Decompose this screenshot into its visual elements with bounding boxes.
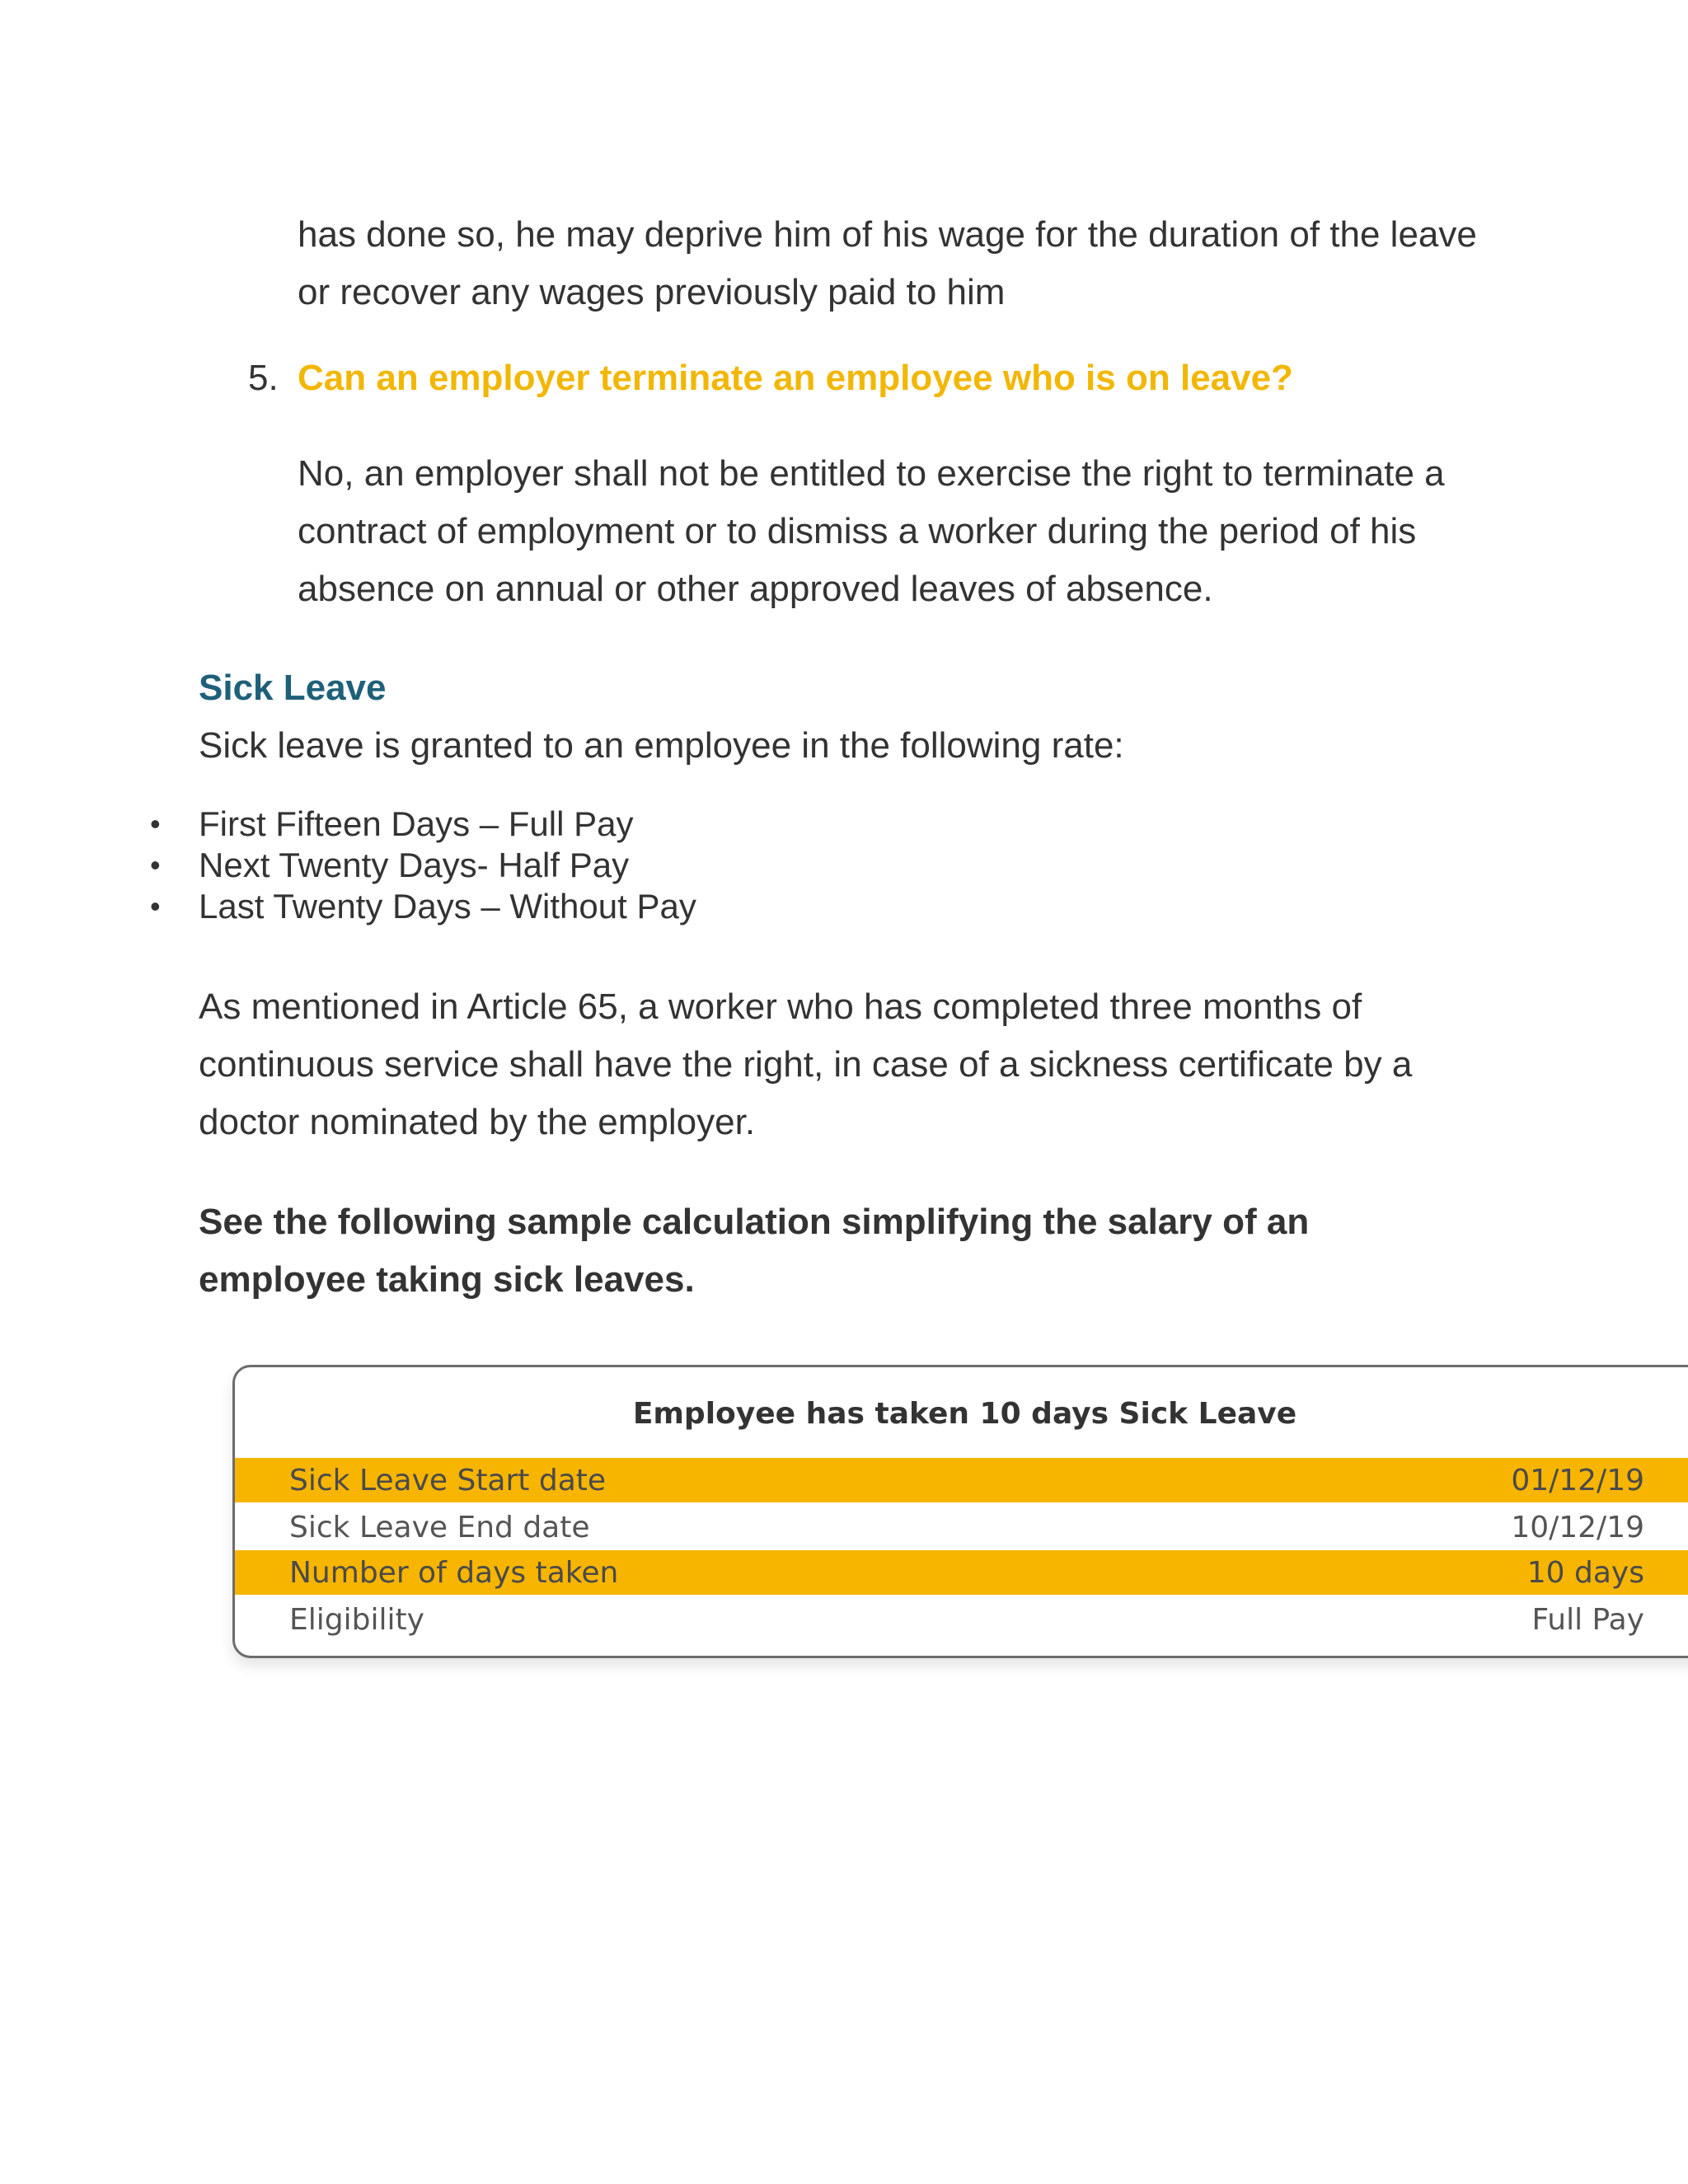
bullet-icon: • — [150, 889, 161, 923]
question-answer: No, an employer shall not be entitled to exercise the right to terminate a contract of employment or to dismiss a worker during the period of his absence on annual or other approved leaves of absence. — [298, 453, 1445, 609]
row-value: 10 days — [1526, 1556, 1644, 1590]
table-row — [235, 1458, 1688, 1502]
list-item — [0, 804, 696, 845]
list-item — [0, 886, 696, 927]
table-title: Employee has taken 10 days Sick Leave — [632, 1397, 1297, 1431]
row-value: 01/12/19 — [1511, 1464, 1644, 1497]
continuation-paragraph: has done so, he may deprive him of his wage for the duration of the leave or recover any wages previously paid to him — [298, 214, 1477, 312]
sample-note: See the following sample calculation simplifying the salary of an employee taking sick leaves. — [199, 1202, 1310, 1300]
row-label: Sick Leave Start date — [289, 1464, 607, 1497]
sick-leave-intro: Sick leave is granted to an employee in the following rate: — [199, 725, 1124, 766]
row-value: Full Pay — [1531, 1603, 1644, 1637]
sick-leave-rate-list — [0, 804, 696, 927]
sick-leave-calculation-table — [232, 1365, 1688, 1658]
row-label: Sick Leave End date — [289, 1511, 590, 1544]
list-item — [0, 845, 696, 886]
row-label: Number of days taken — [289, 1556, 619, 1590]
article-paragraph: As mentioned in Article 65, a worker who has completed three months of continuous service shall have the right, in case of a sickness certificate by a doctor nominated by the employer. — [199, 987, 1413, 1142]
table-row — [235, 1597, 1688, 1642]
table-row — [235, 1550, 1688, 1595]
rate-text: Last Twenty Days – Without Pay — [199, 887, 696, 926]
row-label: Eligibility — [289, 1603, 424, 1637]
rate-text: First Fifteen Days – Full Pay — [199, 804, 634, 843]
bullet-icon: • — [150, 807, 161, 841]
row-value: 10/12/19 — [1511, 1511, 1644, 1544]
sick-leave-heading: Sick Leave — [199, 668, 387, 708]
question-title: Can an employer terminate an employee who is on leave? — [298, 358, 1293, 398]
bullet-icon: • — [150, 848, 161, 882]
rate-text: Next Twenty Days- Half Pay — [199, 846, 630, 884]
table-row — [235, 1505, 1688, 1549]
question-number: 5. — [248, 358, 279, 398]
